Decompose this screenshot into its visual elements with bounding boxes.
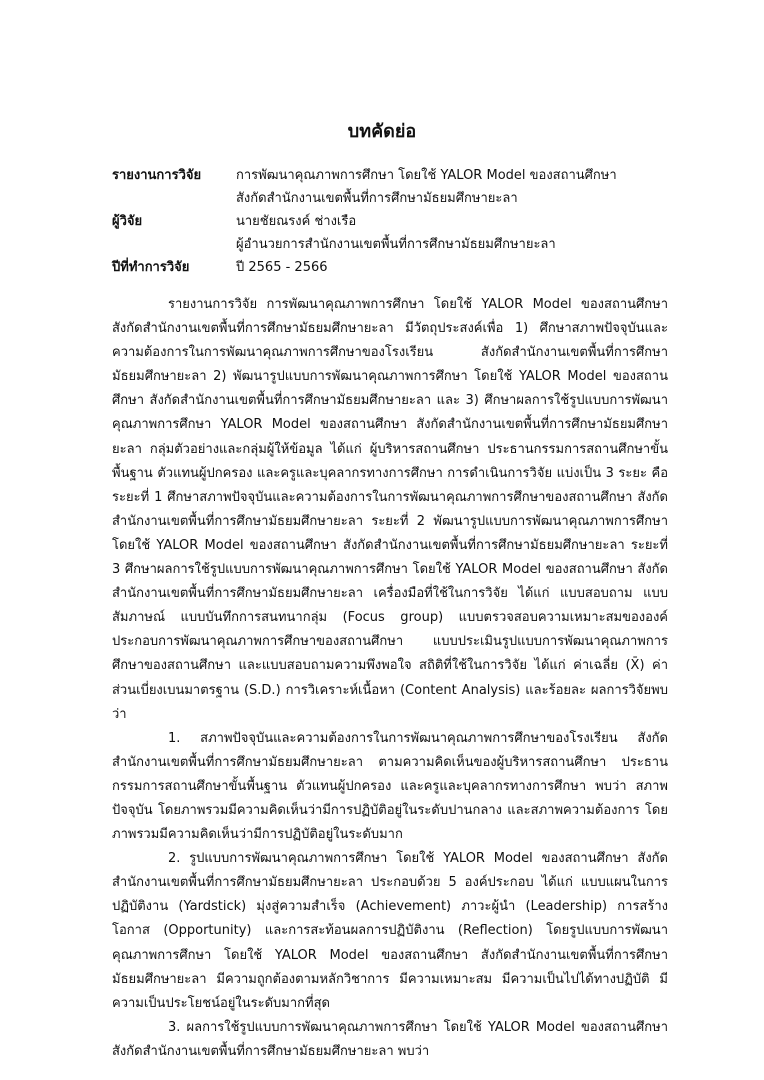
research-title-line-2: สังกัดสำนักงานเขตพื้นที่การศึกษามัธยมศึกษายะลา	[236, 191, 518, 206]
page-title: บทคัดย่อ	[347, 121, 417, 142]
researcher-label: ผู้วิจัย	[112, 214, 143, 229]
researcher-name: นายชัยณรงค์ ช่างเรือ	[236, 214, 357, 229]
year-value: ปี 2565 - 2566	[236, 260, 328, 275]
abstract-body	[112, 293, 668, 1064]
researcher-position: ผู้อำนวยการสำนักงานเขตพื้นที่การศึกษามัธยมศึกษายะลา	[236, 237, 556, 252]
finding-2-paragraph: 2. รูปแบบการพัฒนาคุณภาพการศึกษา โดยใช้ YALOR Model ของสถานศึกษา สังกัดสำนักงานเขตพื้นที่การศึกษามัธยมศึกษายะลา ประกอบด้วย 5 องค์ประกอบ ได้แก่ แบบแผนในการปฏิบัติงาน (Yardstick) มุ่งสู่ความสำเร็จ (Achievement) ภาวะผู้นำ (Leadership) การสร้างโอกาส (Opportunity) และการสะท้อนผลการปฏิบัติงาน (Reflection) โดยรูปแบบการพัฒนาคุณภาพการศึกษา โดยใช้ YALOR Model ของสถานศึกษา สังกัดสำนักงานเขตพื้นที่การศึกษามัธยมศึกษายะลา มีความถูกต้องตามหลักวิชาการ มีความเหมาะสม มีความเป็นไปได้ทางปฏิบัติ มีความเป็นประโยชน์อยู่ในระดับมากที่สุด	[112, 851, 668, 1011]
year-label: ปีที่ทำการวิจัย	[112, 260, 190, 275]
research-title-line-1: การพัฒนาคุณภาพการศึกษา โดยใช้ YALOR Model ของสถานศึกษา	[236, 168, 617, 183]
finding-3-paragraph: 3. ผลการใช้รูปแบบการพัฒนาคุณภาพการศึกษา โดยใช้ YALOR Model ของสถานศึกษา สังกัดสำนักงานเขตพื้นที่การศึกษามัธยมศึกษายะลา พบว่า	[112, 1019, 668, 1059]
abstract-paragraph-intro: รายงานการวิจัย การพัฒนาคุณภาพการศึกษา โดยใช้ YALOR Model ของสถานศึกษา สังกัดสำนักงานเขตพื้นที่การศึกษามัธยมศึกษายะลา มีวัตถุประสงค์เพื่อ 1) ศึกษาสภาพปัจจุบันและความต้องการในการพัฒนาคุณภาพการศึกษาของโรงเรียน สังกัดสำนักงานเขตพื้นที่การศึกษามัธยมศึกษายะลา 2) พัฒนารูปแบบการพัฒนาคุณภาพการศึกษา โดยใช้ YALOR Model ของสถานศึกษา สังกัดสำนักงานเขตพื้นที่การศึกษามัธยมศึกษายะลา และ 3) ศึกษาผลการใช้รูปแบบการพัฒนาคุณภาพการศึกษา YALOR Model ของสถานศึกษา สังกัดสำนักงานเขตพื้นที่การศึกษามัธยมศึกษายะลา กลุ่มตัวอย่างและกลุ่มผู้ให้ข้อมูล ได้แก่ ผู้บริหารสถานศึกษา ประธานกรรมการสถานศึกษาขั้นพื้นฐาน ตัวแทนผู้ปกครอง และครูและบุคลากรทางการศึกษา การดำเนินการวิจัย แบ่งเป็น 3 ระยะ คือ ระยะที่ 1 ศึกษาสภาพปัจจุบันและความต้องการในการพัฒนาคุณภาพการศึกษาของสถานศึกษา สังกัดสำนักงานเขตพื้นที่การศึกษามัธยมศึกษายะลา ระยะที่ 2 พัฒนารูปแบบการพัฒนาคุณภาพการศึกษา โดยใช้ YALOR Model ของสถานศึกษา สังกัดสำนักงานเขตพื้นที่การศึกษามัธยมศึกษายะลา ระยะที่ 3 ศึกษาผลการใช้รูปแบบการพัฒนาคุณภาพการศึกษา โดยใช้ YALOR Model ของสถานศึกษา สังกัดสำนักงานเขตพื้นที่การศึกษามัธยมศึกษายะลา เครื่องมือที่ใช้ในการวิจัย ได้แก่ แบบสอบถาม แบบสัมภาษณ์ แบบบันทึกการสนทนากลุ่ม (Focus group) แบบตรวจสอบความเหมาะสมขององค์ประกอบการพัฒนาคุณภาพการศึกษาของสถานศึกษา แบบประเมินรูปแบบการพัฒนาคุณภาพการศึกษาของสถานศึกษา และแบบสอบถามความพึงพอใจ สถิติที่ใช้ในการวิจัย ได้แก่ ค่าเฉลี่ย (X̄) ค่าส่วนเบี่ยงเบนมาตรฐาน (S.D.) การวิเคราะห์เนื้อหา (Content Analysis) และร้อยละ ผลการวิจัยพบว่า	[112, 297, 668, 722]
finding-1-paragraph: 1. สภาพปัจจุบันและความต้องการในการพัฒนาคุณภาพการศึกษาของโรงเรียน สังกัดสำนักงานเขตพื้นที่การศึกษามัธยมศึกษายะลา ตามความคิดเห็นของผู้บริหารสถานศึกษา ประธานกรรมการสถานศึกษาขั้นพื้นฐาน ตัวแทนผู้ปกครอง และครูและบุคลากรทางการศึกษา พบว่า สภาพปัจจุบัน โดยภาพรวมมีความคิดเห็นว่ามีการปฏิบัติอยู่ในระดับปานกลาง และสภาพความต้องการ โดยภาพรวมมีความคิดเห็นว่ามีการปฏิบัติอยู่ในระดับมาก	[112, 730, 668, 843]
research-title-label: รายงานการวิจัย	[112, 168, 202, 183]
